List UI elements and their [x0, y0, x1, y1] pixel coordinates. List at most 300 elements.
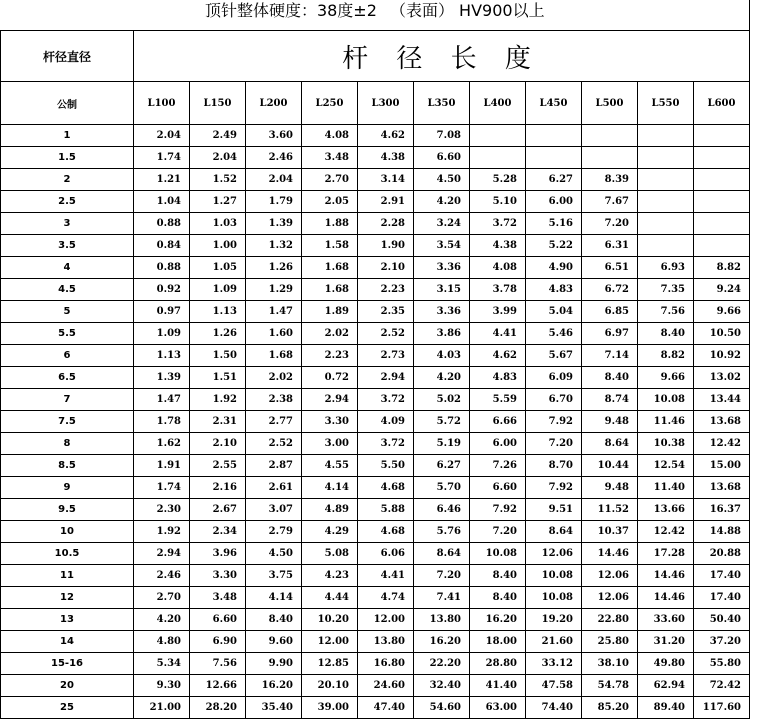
price-cell: 6.06 [358, 543, 414, 565]
price-cell: 12.66 [190, 675, 246, 697]
price-cell: 54.60 [414, 697, 470, 719]
price-cell: 2.10 [190, 433, 246, 455]
unit-header: 公制 [1, 82, 134, 125]
price-cell: 4.68 [358, 521, 414, 543]
price-cell: 2.77 [246, 411, 302, 433]
price-cell: 13.66 [638, 499, 694, 521]
header-row [1, 31, 750, 82]
table-row [1, 213, 750, 235]
price-cell: 32.40 [414, 675, 470, 697]
price-cell [638, 213, 694, 235]
price-cell: 1.88 [302, 213, 358, 235]
diameter-cell: 20 [1, 675, 134, 697]
price-cell: 1.13 [134, 345, 190, 367]
price-cell: 4.14 [246, 587, 302, 609]
table-row [1, 609, 750, 631]
price-cell: 7.26 [470, 455, 526, 477]
price-cell: 2.04 [190, 147, 246, 169]
price-cell: 3.48 [190, 587, 246, 609]
price-cell: 3.36 [414, 257, 470, 279]
price-cell [694, 191, 750, 213]
price-cell: 2.23 [358, 279, 414, 301]
main-header: 杆 径 长 度 [134, 31, 750, 82]
price-cell: 1.60 [246, 323, 302, 345]
price-cell: 85.20 [582, 697, 638, 719]
price-cell: 3.00 [302, 433, 358, 455]
price-cell: 1.47 [246, 301, 302, 323]
price-cell: 7.35 [638, 279, 694, 301]
price-cell: 6.09 [526, 367, 582, 389]
price-cell: 4.03 [414, 345, 470, 367]
price-cell: 6.60 [190, 609, 246, 631]
price-cell: 8.82 [638, 345, 694, 367]
price-cell: 2.23 [302, 345, 358, 367]
price-cell [582, 147, 638, 169]
price-cell: 9.66 [694, 301, 750, 323]
price-cell: 6.90 [190, 631, 246, 653]
price-cell: 9.24 [694, 279, 750, 301]
price-cell: 74.40 [526, 697, 582, 719]
price-cell: 0.72 [302, 367, 358, 389]
price-cell: 6.97 [582, 323, 638, 345]
price-cell: 7.56 [190, 653, 246, 675]
price-cell: 4.23 [302, 565, 358, 587]
price-cell: 3.96 [190, 543, 246, 565]
table-row [1, 389, 750, 411]
price-cell: 6.66 [470, 411, 526, 433]
diameter-cell: 6.5 [1, 367, 134, 389]
price-cell: 1.90 [358, 235, 414, 257]
table-row [1, 169, 750, 191]
price-cell: 1.09 [134, 323, 190, 345]
price-cell: 4.68 [358, 477, 414, 499]
sheet-title: 顶针整体硬度：38度±2 （表面） HV900以上 [1, 0, 750, 31]
price-cell: 1.05 [190, 257, 246, 279]
price-cell: 9.48 [582, 411, 638, 433]
price-cell: 2.02 [302, 323, 358, 345]
price-cell: 14.46 [582, 543, 638, 565]
price-cell: 10.08 [526, 587, 582, 609]
price-cell: 2.61 [246, 477, 302, 499]
price-cell: 1.52 [190, 169, 246, 191]
price-cell: 117.60 [694, 697, 750, 719]
price-cell: 1.68 [246, 345, 302, 367]
price-cell: 1.32 [246, 235, 302, 257]
price-cell: 0.84 [134, 235, 190, 257]
price-cell: 2.30 [134, 499, 190, 521]
table-row [1, 587, 750, 609]
price-cell: 6.72 [582, 279, 638, 301]
price-cell: 9.60 [246, 631, 302, 653]
price-cell: 7.20 [470, 521, 526, 543]
diameter-cell: 9 [1, 477, 134, 499]
price-cell: 8.40 [582, 367, 638, 389]
price-cell: 3.72 [358, 433, 414, 455]
price-cell: 6.70 [526, 389, 582, 411]
price-cell: 7.14 [582, 345, 638, 367]
price-cell [470, 147, 526, 169]
table-row [1, 455, 750, 477]
diameter-cell: 11 [1, 565, 134, 587]
price-cell: 1.26 [190, 323, 246, 345]
table-row [1, 235, 750, 257]
price-cell: 5.04 [526, 301, 582, 323]
price-cell: 13.80 [358, 631, 414, 653]
price-cell: 4.89 [302, 499, 358, 521]
price-cell: 16.20 [470, 609, 526, 631]
price-cell: 1.51 [190, 367, 246, 389]
price-cell: 39.00 [302, 697, 358, 719]
price-cell: 28.80 [470, 653, 526, 675]
diameter-cell: 10 [1, 521, 134, 543]
price-cell: 33.60 [638, 609, 694, 631]
table-row [1, 675, 750, 697]
price-cell: 7.20 [526, 433, 582, 455]
price-cell: 17.40 [694, 587, 750, 609]
price-cell: 11.40 [638, 477, 694, 499]
price-cell: 4.08 [302, 125, 358, 147]
price-cell: 21.00 [134, 697, 190, 719]
price-cell: 16.37 [694, 499, 750, 521]
price-cell: 6.27 [414, 455, 470, 477]
price-cell: 8.40 [470, 565, 526, 587]
price-cell: 0.88 [134, 257, 190, 279]
price-cell: 4.14 [302, 477, 358, 499]
column-header-row [1, 82, 750, 125]
price-cell: 2.46 [246, 147, 302, 169]
price-cell: 2.55 [190, 455, 246, 477]
price-cell: 8.70 [526, 455, 582, 477]
price-cell: 11.46 [638, 411, 694, 433]
table-row [1, 653, 750, 675]
price-cell: 47.40 [358, 697, 414, 719]
price-cell: 7.41 [414, 587, 470, 609]
price-cell: 47.58 [526, 675, 582, 697]
price-cell: 33.12 [526, 653, 582, 675]
price-cell: 10.08 [638, 389, 694, 411]
price-cell: 5.22 [526, 235, 582, 257]
column-header: L400 [470, 82, 526, 125]
price-cell: 5.72 [414, 411, 470, 433]
price-cell: 72.42 [694, 675, 750, 697]
price-cell: 1.26 [246, 257, 302, 279]
price-cell: 89.40 [638, 697, 694, 719]
price-cell: 1.78 [134, 411, 190, 433]
price-cell: 12.06 [582, 587, 638, 609]
price-cell: 1.68 [302, 279, 358, 301]
price-cell: 0.97 [134, 301, 190, 323]
price-cell: 10.37 [582, 521, 638, 543]
price-cell: 1.04 [134, 191, 190, 213]
price-cell: 2.73 [358, 345, 414, 367]
price-cell: 5.28 [470, 169, 526, 191]
price-cell: 2.79 [246, 521, 302, 543]
table-row [1, 477, 750, 499]
column-header: L500 [582, 82, 638, 125]
table-row [1, 367, 750, 389]
price-cell: 8.74 [582, 389, 638, 411]
price-cell: 8.40 [246, 609, 302, 631]
price-cell: 2.31 [190, 411, 246, 433]
price-cell: 9.90 [246, 653, 302, 675]
diameter-cell: 25 [1, 697, 134, 719]
price-cell: 8.64 [582, 433, 638, 455]
price-cell: 38.10 [582, 653, 638, 675]
price-cell: 10.08 [526, 565, 582, 587]
price-cell: 1.39 [246, 213, 302, 235]
price-cell: 9.66 [638, 367, 694, 389]
price-cell: 8.82 [694, 257, 750, 279]
price-cell: 50.40 [694, 609, 750, 631]
price-cell: 2.94 [302, 389, 358, 411]
column-header: L550 [638, 82, 694, 125]
price-cell: 2.94 [358, 367, 414, 389]
price-cell: 2.04 [134, 125, 190, 147]
diameter-cell: 2 [1, 169, 134, 191]
price-cell: 19.20 [526, 609, 582, 631]
price-cell [526, 147, 582, 169]
column-header: L100 [134, 82, 190, 125]
price-cell: 1.29 [246, 279, 302, 301]
price-cell: 20.10 [302, 675, 358, 697]
price-cell: 12.06 [582, 565, 638, 587]
column-header: L250 [302, 82, 358, 125]
column-header: L200 [246, 82, 302, 125]
price-cell: 1.03 [190, 213, 246, 235]
price-cell: 13.44 [694, 389, 750, 411]
price-cell: 16.80 [358, 653, 414, 675]
price-cell: 3.36 [414, 301, 470, 323]
price-cell: 1.50 [190, 345, 246, 367]
price-cell: 12.42 [638, 521, 694, 543]
price-cell: 31.20 [638, 631, 694, 653]
price-cell: 1.79 [246, 191, 302, 213]
table-row [1, 323, 750, 345]
diameter-cell: 7.5 [1, 411, 134, 433]
table-row [1, 565, 750, 587]
price-cell [470, 125, 526, 147]
price-cell: 4.83 [526, 279, 582, 301]
price-cell: 6.60 [470, 477, 526, 499]
price-cell [638, 169, 694, 191]
price-cell: 14.88 [694, 521, 750, 543]
price-cell [694, 125, 750, 147]
price-cell: 3.86 [414, 323, 470, 345]
price-cell: 1.89 [302, 301, 358, 323]
price-cell: 62.94 [638, 675, 694, 697]
price-cell: 5.19 [414, 433, 470, 455]
price-cell: 12.00 [358, 609, 414, 631]
table-row [1, 345, 750, 367]
price-cell: 2.67 [190, 499, 246, 521]
table-row [1, 301, 750, 323]
price-cell: 5.08 [302, 543, 358, 565]
price-cell: 8.40 [470, 587, 526, 609]
price-cell: 2.16 [190, 477, 246, 499]
price-cell: 4.74 [358, 587, 414, 609]
price-cell: 3.48 [302, 147, 358, 169]
price-cell: 4.38 [470, 235, 526, 257]
table-row [1, 521, 750, 543]
price-cell: 37.20 [694, 631, 750, 653]
price-cell: 4.62 [358, 125, 414, 147]
price-cell: 3.24 [414, 213, 470, 235]
price-cell: 5.02 [414, 389, 470, 411]
price-cell: 5.67 [526, 345, 582, 367]
price-cell: 9.51 [526, 499, 582, 521]
diameter-cell: 5.5 [1, 323, 134, 345]
price-cell: 3.54 [414, 235, 470, 257]
price-cell: 5.88 [358, 499, 414, 521]
price-cell: 12.42 [694, 433, 750, 455]
price-cell: 1.74 [134, 477, 190, 499]
diameter-cell: 4.5 [1, 279, 134, 301]
table-row [1, 631, 750, 653]
table-row [1, 433, 750, 455]
price-cell: 5.70 [414, 477, 470, 499]
price-cell: 9.30 [134, 675, 190, 697]
price-cell: 8.40 [638, 323, 694, 345]
price-cell: 3.99 [470, 301, 526, 323]
price-cell: 7.67 [582, 191, 638, 213]
price-cell: 3.72 [470, 213, 526, 235]
price-cell: 12.00 [302, 631, 358, 653]
price-cell [638, 191, 694, 213]
price-cell: 28.20 [190, 697, 246, 719]
price-cell: 8.39 [582, 169, 638, 191]
price-cell: 3.15 [414, 279, 470, 301]
price-cell [638, 235, 694, 257]
diameter-cell: 9.5 [1, 499, 134, 521]
price-cell: 4.41 [470, 323, 526, 345]
price-cell: 4.44 [302, 587, 358, 609]
price-cell: 13.02 [694, 367, 750, 389]
price-cell: 1.39 [134, 367, 190, 389]
price-cell: 2.38 [246, 389, 302, 411]
price-cell [694, 235, 750, 257]
price-cell: 13.68 [694, 411, 750, 433]
diameter-cell: 7 [1, 389, 134, 411]
price-cell: 1.27 [190, 191, 246, 213]
price-cell: 13.68 [694, 477, 750, 499]
price-cell: 1.47 [134, 389, 190, 411]
price-cell: 54.78 [582, 675, 638, 697]
price-cell: 4.41 [358, 565, 414, 587]
diameter-cell: 10.5 [1, 543, 134, 565]
diameter-cell: 6 [1, 345, 134, 367]
price-cell: 6.51 [582, 257, 638, 279]
diameter-cell: 1.5 [1, 147, 134, 169]
price-cell: 3.30 [302, 411, 358, 433]
price-cell: 63.00 [470, 697, 526, 719]
diameter-cell: 12 [1, 587, 134, 609]
table-row [1, 191, 750, 213]
price-cell: 2.28 [358, 213, 414, 235]
diameter-cell: 2.5 [1, 191, 134, 213]
price-cell: 2.94 [134, 543, 190, 565]
diameter-cell: 14 [1, 631, 134, 653]
diameter-cell: 5 [1, 301, 134, 323]
column-header: L450 [526, 82, 582, 125]
price-cell: 0.92 [134, 279, 190, 301]
price-cell: 7.20 [414, 565, 470, 587]
price-cell: 22.80 [582, 609, 638, 631]
price-cell: 10.44 [582, 455, 638, 477]
price-cell [694, 169, 750, 191]
price-cell: 4.62 [470, 345, 526, 367]
price-cell: 3.72 [358, 389, 414, 411]
table-row [1, 499, 750, 521]
price-cell: 7.56 [638, 301, 694, 323]
price-cell: 3.14 [358, 169, 414, 191]
price-cell: 10.38 [638, 433, 694, 455]
price-cell: 2.35 [358, 301, 414, 323]
price-cell: 1.92 [190, 389, 246, 411]
price-cell: 2.05 [302, 191, 358, 213]
price-cell: 35.40 [246, 697, 302, 719]
price-cell: 4.08 [470, 257, 526, 279]
price-cell: 12.85 [302, 653, 358, 675]
price-cell: 3.75 [246, 565, 302, 587]
price-cell: 12.06 [526, 543, 582, 565]
price-cell: 7.92 [526, 411, 582, 433]
price-cell: 2.49 [190, 125, 246, 147]
price-cell: 1.68 [302, 257, 358, 279]
price-cell: 13.80 [414, 609, 470, 631]
diameter-cell: 3 [1, 213, 134, 235]
price-cell: 10.50 [694, 323, 750, 345]
price-cell: 6.60 [414, 147, 470, 169]
price-cell: 15.00 [694, 455, 750, 477]
table-row [1, 147, 750, 169]
column-header: L350 [414, 82, 470, 125]
price-cell: 8.64 [526, 521, 582, 543]
price-cell: 4.80 [134, 631, 190, 653]
price-cell: 4.20 [414, 367, 470, 389]
table-row [1, 543, 750, 565]
price-cell: 4.83 [470, 367, 526, 389]
price-cell: 1.00 [190, 235, 246, 257]
row-header-label: 杆径直径 [1, 31, 134, 82]
price-cell [638, 147, 694, 169]
price-cell: 6.85 [582, 301, 638, 323]
price-cell: 0.88 [134, 213, 190, 235]
price-cell: 5.34 [134, 653, 190, 675]
price-cell: 4.20 [414, 191, 470, 213]
price-cell: 16.20 [414, 631, 470, 653]
price-cell: 2.91 [358, 191, 414, 213]
diameter-cell: 15-16 [1, 653, 134, 675]
price-cell: 5.50 [358, 455, 414, 477]
price-cell [694, 147, 750, 169]
price-cell: 5.59 [470, 389, 526, 411]
column-header: L150 [190, 82, 246, 125]
price-cell: 1.91 [134, 455, 190, 477]
price-cell: 4.50 [246, 543, 302, 565]
price-cell: 49.80 [638, 653, 694, 675]
price-cell: 22.20 [414, 653, 470, 675]
price-cell: 4.20 [134, 609, 190, 631]
price-cell: 4.50 [414, 169, 470, 191]
table-row [1, 257, 750, 279]
price-cell: 4.55 [302, 455, 358, 477]
price-cell: 4.09 [358, 411, 414, 433]
price-cell: 4.29 [302, 521, 358, 543]
price-cell: 1.09 [190, 279, 246, 301]
title-row [1, 0, 750, 31]
diameter-cell: 8.5 [1, 455, 134, 477]
price-cell: 2.52 [246, 433, 302, 455]
